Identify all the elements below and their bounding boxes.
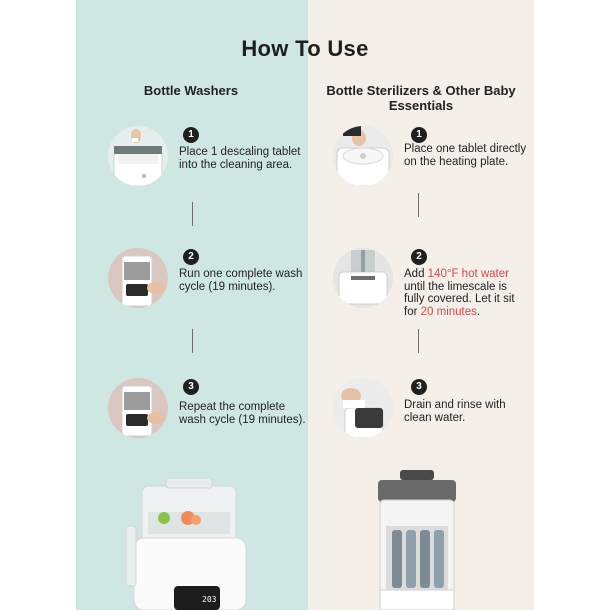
step-description	[404, 268, 528, 318]
column-title-bottle-washers: Bottle Washers	[143, 83, 239, 98]
connector-line	[418, 193, 419, 217]
page-title: How To Use	[241, 36, 369, 61]
step-text-part: until the limescale is fully covered. Let it sit for	[404, 280, 515, 318]
step-description: Repeat the complete wash cycle (19 minutes).	[179, 401, 306, 426]
highlight-duration: 20 minutes	[420, 305, 477, 318]
connector-line	[192, 329, 193, 353]
connector-line	[418, 329, 419, 353]
highlight-temperature: 140°F hot water	[427, 268, 509, 280]
connector-line	[192, 202, 193, 226]
sterilizer-product-image	[374, 470, 460, 610]
step-number-badge: 1	[411, 127, 427, 143]
step-description: Run one complete wash cycle (19 minutes).	[179, 268, 303, 293]
step-description: Place one tablet directly on the heating plate.	[404, 143, 527, 168]
step-description: Place 1 descaling tablet into the cleaning area.	[179, 146, 301, 171]
step-image-drain-rinse	[333, 378, 393, 438]
step-number-badge: 2	[411, 249, 427, 265]
step-number-badge: 2	[183, 249, 199, 265]
step-text-part: .	[476, 305, 481, 318]
step-number-badge: 3	[411, 379, 427, 395]
step-image-repeat-wash	[108, 378, 168, 438]
washer-display-digits: 203	[202, 595, 217, 604]
step-image-tablet-on-plate	[333, 126, 393, 186]
step-description: Drain and rinse with clean water.	[404, 399, 506, 424]
step-text-part: Add	[404, 268, 428, 280]
step-image-place-tablet	[108, 126, 168, 186]
bottle-washer-product-image	[126, 478, 252, 610]
step-number-badge: 3	[183, 379, 199, 395]
column-title-sterilizers: Bottle Sterilizers & Other Baby Essentials	[326, 83, 516, 113]
step-image-run-wash	[108, 248, 168, 308]
step-number-badge: 1	[183, 127, 199, 143]
step-image-add-hot-water	[333, 248, 393, 308]
